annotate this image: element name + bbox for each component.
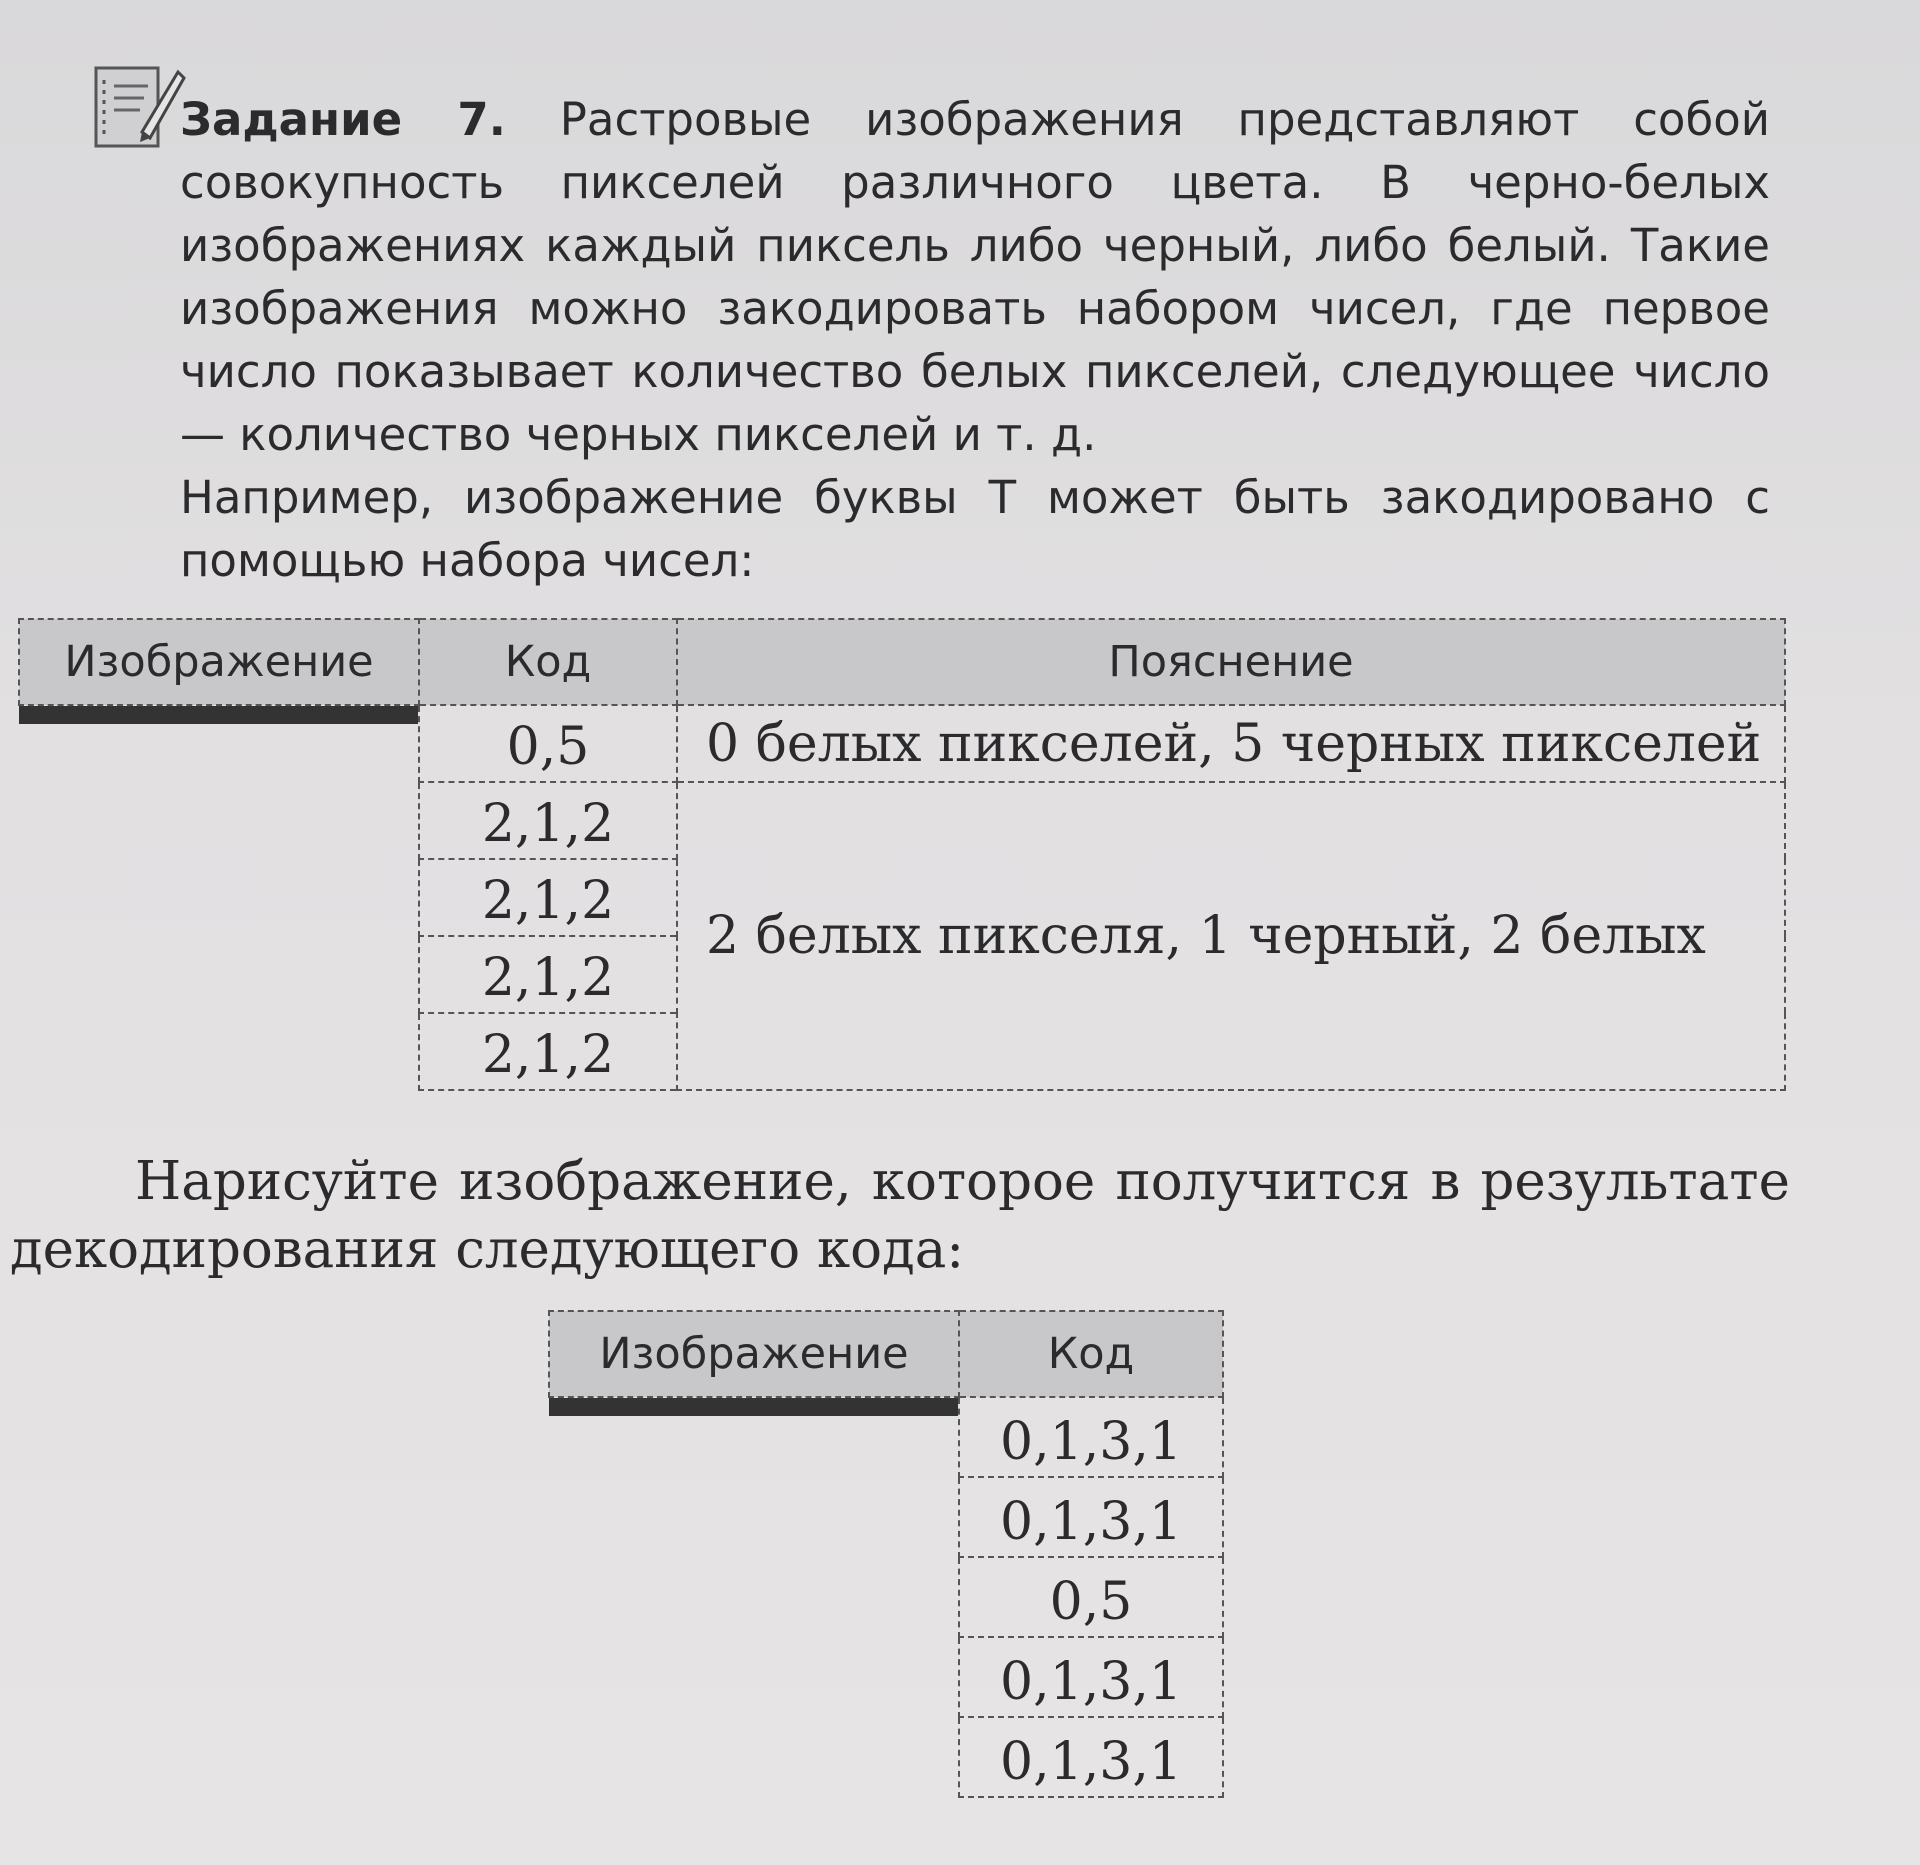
pixel-row: [21, 720, 417, 723]
pixel-row: [551, 1412, 957, 1415]
task-code-cell: 0,1,3,1: [959, 1397, 1223, 1477]
answer-pixel-grid-cell: [549, 1397, 959, 1797]
header-code: Код: [959, 1311, 1223, 1397]
header-explanation: Пояснение: [677, 619, 1785, 705]
explanation-cell: 0 белых пикселей, 5 черных пикселей: [677, 705, 1785, 782]
white-pixel: [100, 720, 179, 723]
example-pixel-grid: [19, 706, 418, 724]
empty-pixel[interactable]: [875, 1412, 956, 1415]
task-code-cell: 0,1,3,1: [959, 1477, 1223, 1557]
header-image: Изображение: [549, 1311, 959, 1397]
empty-pixel[interactable]: [632, 1412, 713, 1415]
empty-pixel[interactable]: [551, 1412, 632, 1415]
instruction-line-2: декодирования следующего кода:: [10, 1219, 965, 1280]
white-pixel: [337, 720, 416, 723]
task-paragraph: [180, 88, 1770, 466]
instruction: [10, 1148, 1790, 1284]
explanation-cell: 2 белых пикселя, 1 черный, 2 белых: [677, 782, 1785, 1090]
example-code-cell: 0,5: [419, 705, 677, 782]
notepad-pencil-icon: [90, 58, 186, 154]
example-pixel-grid-cell: [19, 705, 419, 1090]
header-code: Код: [419, 619, 677, 705]
task-label: Задание 7.: [180, 93, 506, 146]
instruction-line-1: Нарисуйте изображение, которое получится в результате: [135, 1151, 1790, 1212]
task-text: Растровые изображения представляют собой совокупность пикселей различного цвета. В черно-белых изображениях каждый пиксель либо черный, либо белый. Такие изображения можно закодировать набором чисел, где первое число показывает количество белых пикселей, следующее число — количество черных пикселей и т. д.: [180, 93, 1770, 461]
example-code-cell: 2,1,2: [419, 936, 677, 1013]
task-table: [548, 1310, 1224, 1798]
black-pixel: [179, 720, 258, 723]
empty-pixel[interactable]: [794, 1412, 875, 1415]
example-table: [18, 618, 1786, 1091]
empty-pixel[interactable]: [713, 1412, 794, 1415]
example-code-cell: 2,1,2: [419, 782, 677, 859]
example-code-cell: 2,1,2: [419, 1013, 677, 1090]
header-image: Изображение: [19, 619, 419, 705]
answer-pixel-grid: [549, 1398, 958, 1416]
example-intro: Например, изображение буквы Т может быть закодировано с помощью набора чисел:: [180, 471, 1770, 587]
task-code-cell: 0,5: [959, 1557, 1223, 1637]
task-code-cell: 0,1,3,1: [959, 1637, 1223, 1717]
task-code-cell: 0,1,3,1: [959, 1717, 1223, 1797]
white-pixel: [258, 720, 337, 723]
white-pixel: [21, 720, 100, 723]
example-code-cell: 2,1,2: [419, 859, 677, 936]
